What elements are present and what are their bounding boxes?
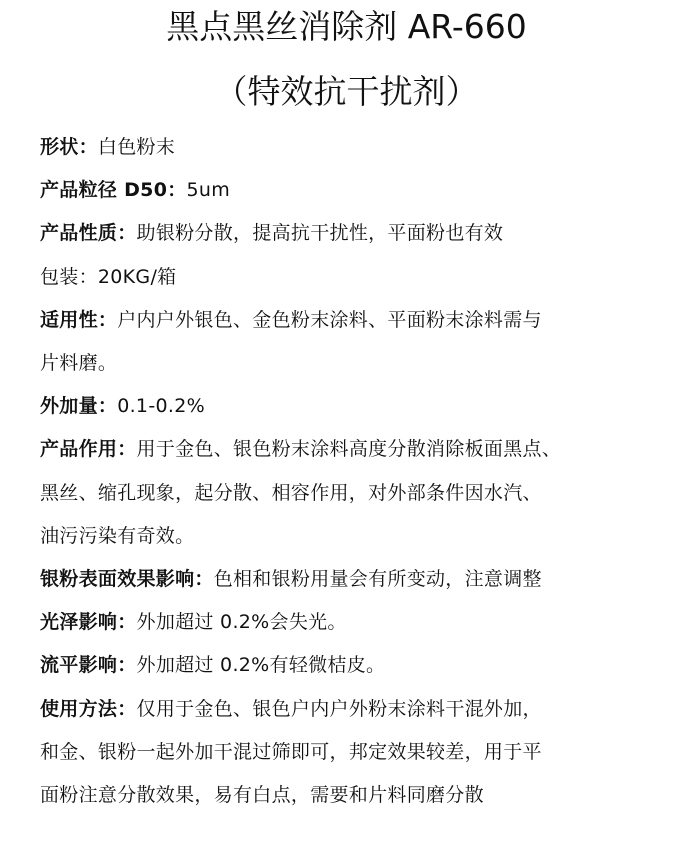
row-applicability <box>40 299 665 342</box>
function-cont-2-value: 油污污染有奇效。 <box>40 524 195 547</box>
row-leveling <box>40 644 665 687</box>
row-usage-cont-2 <box>40 774 665 817</box>
usage-label: 使用方法： <box>40 697 137 720</box>
usage-cont-2-value: 面粉注意分散效果，易有白点，需要和片料同磨分散 <box>40 784 484 807</box>
function-value: 用于金色、银色粉末涂料高度分散消除板面黑点、 <box>136 438 562 461</box>
document-title: 黑点黑丝消除剂 AR-660 <box>166 7 527 46</box>
applicability-cont-value: 片料磨。 <box>40 352 118 375</box>
shape-label: 形状： <box>40 136 98 158</box>
particle-size-value: 5um <box>186 179 231 202</box>
applicability-label: 适用性： <box>40 308 118 331</box>
usage-value: 仅用于金色、银色户内户外粉末涂料干混外加， <box>136 697 542 720</box>
function-label: 产品作用： <box>40 438 137 461</box>
row-particle-size <box>40 169 665 212</box>
properties-label: 产品性质： <box>40 222 137 245</box>
row-function-cont-2 <box>40 515 665 558</box>
leveling-value: 外加超过 0.2%有轻微桔皮。 <box>136 654 386 677</box>
row-gloss <box>40 601 665 644</box>
row-function-cont-1 <box>40 472 665 515</box>
gloss-label: 光泽影响： <box>40 611 137 634</box>
document-subtitle: （特效抗干扰剂） <box>214 72 479 111</box>
row-usage <box>40 688 665 731</box>
usage-cont-1-value: 和金、银粉一起外加干混过筛即可，邦定效果较差，用于平 <box>40 740 542 763</box>
shape-value: 白色粉末 <box>97 136 176 158</box>
row-shape <box>40 126 665 169</box>
gloss-value: 外加超过 0.2%会失光。 <box>136 611 347 634</box>
particle-size-label: 产品粒径 D50： <box>40 179 187 202</box>
row-packaging <box>40 256 665 299</box>
dosage-value: 0.1-0.2% <box>117 395 205 418</box>
function-cont-1-value: 黑丝、缩孔现象，起分散、相容作用，对外部条件因水汽、 <box>40 481 542 504</box>
spec-list <box>40 126 665 817</box>
row-function <box>40 428 665 471</box>
leveling-label: 流平影响： <box>40 654 137 677</box>
row-dosage <box>40 385 665 428</box>
packaging-value: 包装：20KG/箱 <box>40 265 177 288</box>
applicability-value: 户内户外银色、金色粉末涂料、平面粉末涂料需与 <box>117 308 542 331</box>
dosage-label: 外加量： <box>40 395 118 418</box>
silver-surface-label: 银粉表面效果影响： <box>40 568 214 591</box>
row-usage-cont-1 <box>40 731 665 774</box>
row-silver-surface <box>40 558 665 601</box>
row-applicability-cont <box>40 342 665 385</box>
properties-value: 助银粉分散，提高抗干扰性，平面粉也有效 <box>136 222 504 245</box>
row-properties <box>40 212 665 255</box>
silver-surface-value: 色相和银粉用量会有所变动，注意调整 <box>213 568 542 591</box>
